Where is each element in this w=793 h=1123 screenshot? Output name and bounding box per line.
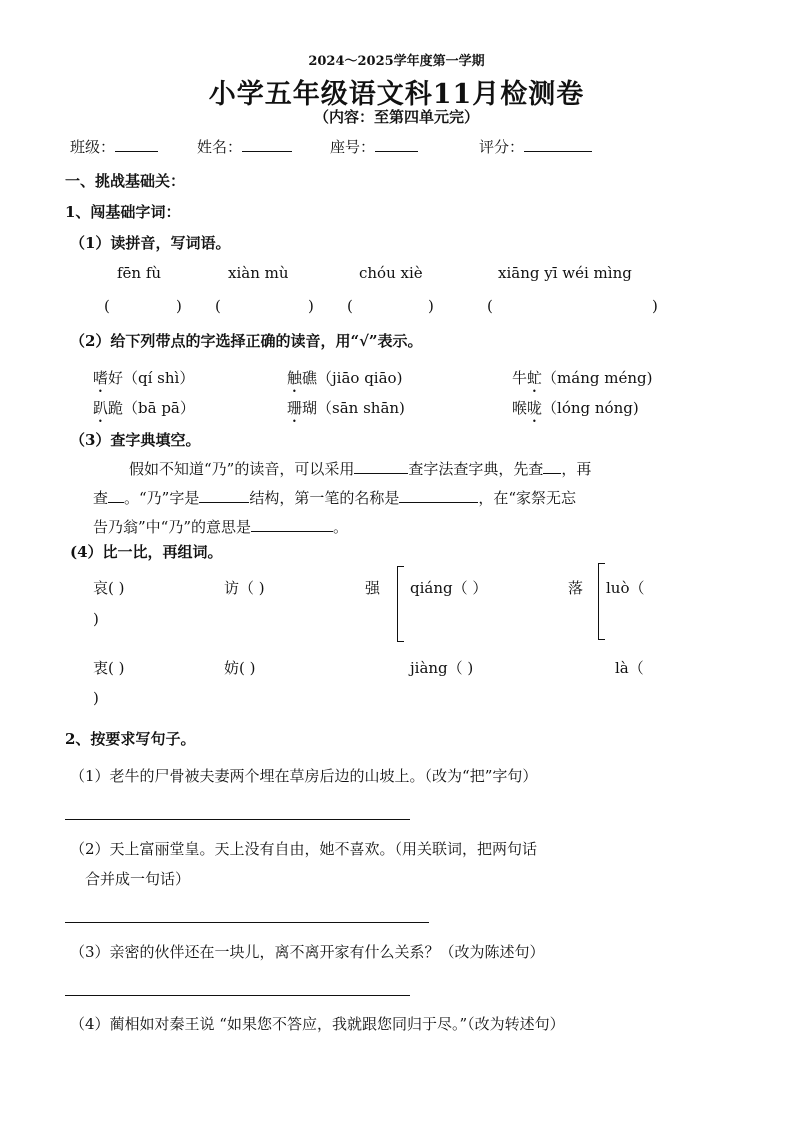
answer-paren-3-open: (	[347, 297, 353, 315]
dict-text-9: 。	[333, 518, 349, 536]
compare-fang-hinder: 妨( )	[224, 659, 256, 677]
dictionary-line-1	[129, 458, 591, 479]
luo-brace	[598, 563, 605, 640]
pinyin-1: fēn fù	[117, 264, 162, 282]
polyphone-qiang-char: 强	[365, 579, 381, 597]
q1-part1-heading: （1）读拼音，写词语。	[70, 234, 231, 252]
page-title: 小学五年级语文科11月检测卷	[208, 79, 585, 110]
compare-row2-wrap: )	[93, 689, 99, 707]
reading-item-5[interactable]	[287, 397, 405, 426]
dict-text-5: 。“乃”字是	[124, 489, 200, 507]
reading-item-2[interactable]	[287, 367, 402, 396]
seat-label: 座号：	[330, 138, 376, 156]
reading-item-3[interactable]	[512, 367, 652, 396]
score-label: 评分：	[479, 138, 525, 156]
reading-item-1[interactable]	[93, 367, 194, 396]
pinyin-3: chóu xiè	[359, 264, 423, 282]
section1-heading: 一、挑战基础关：	[65, 172, 186, 190]
dict-text-8: 告乃翁”中“乃”的意思是	[93, 518, 252, 536]
score-blank[interactable]	[524, 137, 592, 152]
scope-subtitle: （内容：至第四单元完）	[313, 108, 479, 126]
answer-paren-4-open: (	[487, 297, 493, 315]
polyphone-la-reading: là（	[615, 659, 644, 677]
reading-item-6-pre: 喉	[512, 399, 528, 417]
seat-blank[interactable]	[375, 137, 418, 152]
reading-item-6[interactable]	[512, 397, 639, 426]
reading-item-2-dotted-char: 触	[287, 369, 303, 387]
dict-text-4: 查	[93, 489, 109, 507]
dict-blank-first[interactable]	[543, 459, 561, 474]
dictionary-line-2	[93, 487, 576, 508]
polyphone-luo-char: 落	[568, 579, 584, 597]
sentence-2-line-1: （2）天上富丽堂皇。天上没有自由，她不喜欢。（用关联词，把两句话	[70, 840, 538, 858]
compare-ai: 哀( )	[93, 579, 125, 597]
q1-part3-heading: （3）查字典填空。	[70, 431, 201, 449]
score-field	[479, 136, 592, 157]
dict-text-1: 假如不知道“乃”的读音，可以采用	[129, 460, 355, 478]
sentence-1: （1）老牛的尸骨被夫妻两个埋在草房后边的山坡上。（改为“把”字句）	[70, 767, 538, 785]
dict-blank-structure[interactable]	[199, 488, 249, 503]
dict-blank-stroke[interactable]	[399, 488, 478, 503]
answer-paren-1-close: )	[176, 297, 182, 315]
answer-line-1[interactable]	[65, 819, 410, 820]
seat-field	[330, 136, 418, 157]
name-blank[interactable]	[242, 137, 292, 152]
dict-text-3: ，再	[561, 460, 592, 478]
q2-heading: 2、按要求写句子。	[65, 730, 196, 748]
answer-paren-3-close: )	[428, 297, 434, 315]
reading-item-5-options: 瑚（sān shān)	[302, 399, 405, 417]
reading-item-1-dotted-char: 嗜	[93, 369, 109, 387]
answer-paren-2-close: )	[308, 297, 314, 315]
reading-item-6-options: （lóng nóng)	[542, 399, 639, 417]
reading-item-1-options: 好（qí shì）	[108, 369, 195, 387]
dict-blank-meaning[interactable]	[251, 517, 333, 532]
sentence-4: （4）蔺相如对秦王说 “如果您不答应，我就跟您同归于尽。”（改为转述句）	[70, 1015, 565, 1033]
qiang-brace	[397, 566, 404, 642]
polyphone-luo-reading: luò（	[606, 579, 645, 597]
dict-blank-method[interactable]	[354, 459, 408, 474]
reading-item-3-pre: 牛	[512, 369, 528, 387]
q1-part4-heading: (4）比一比，再组词。	[70, 543, 223, 561]
sentence-2-line-2: 合并成一句话）	[85, 870, 191, 888]
polyphone-jiang-reading: jiàng（ )	[410, 659, 474, 677]
answer-line-2[interactable]	[65, 922, 429, 923]
answer-paren-1-open: (	[104, 297, 110, 315]
dict-text-6: 结构，第一笔的名称是	[249, 489, 400, 507]
reading-item-5-dotted-char: 珊	[287, 399, 303, 417]
answer-line-3[interactable]	[65, 995, 410, 996]
reading-item-4-dotted-char: 趴	[93, 399, 109, 417]
reading-item-2-options: 礁（jiāo qiāo)	[302, 369, 403, 387]
dictionary-line-3	[93, 516, 348, 537]
class-blank[interactable]	[115, 137, 158, 152]
pinyin-2: xiàn mù	[228, 264, 289, 282]
reading-item-4-options: 跪（bā pā）	[108, 399, 195, 417]
class-label: 班级：	[70, 138, 116, 156]
q1-heading: 1、闯基础字词：	[65, 203, 181, 221]
name-field	[197, 136, 292, 157]
dict-text-7: ，在“家祭无忘	[478, 489, 577, 507]
dict-text-2: 查字法查字典，先查	[408, 460, 544, 478]
q1-part2-heading: （2）给下列带点的字选择正确的读音，用“√”表示。	[70, 332, 423, 350]
compare-zhong: 衷( )	[93, 659, 125, 677]
pinyin-4: xiāng yī wéi mìng	[498, 264, 632, 282]
compare-fang-visit: 访（ )	[224, 579, 265, 597]
reading-item-3-dotted-char: 虻	[527, 369, 543, 387]
polyphone-qiang-reading: qiáng（ ）	[410, 579, 488, 597]
sentence-3: （3）亲密的伙伴还在一块儿，离不离开家有什么关系？（改为陈述句）	[70, 943, 545, 961]
term-label: 2024～2025学年度第一学期	[308, 54, 485, 69]
answer-paren-2-open: (	[215, 297, 221, 315]
reading-item-4[interactable]	[93, 397, 195, 426]
class-field	[70, 136, 158, 157]
reading-item-3-options: （máng méng)	[542, 369, 653, 387]
compare-row1-wrap: )	[93, 610, 99, 628]
reading-item-6-dotted-char: 咙	[527, 399, 543, 417]
dict-blank-then[interactable]	[108, 488, 124, 503]
answer-paren-4-close: )	[652, 297, 658, 315]
name-label: 姓名：	[197, 138, 243, 156]
